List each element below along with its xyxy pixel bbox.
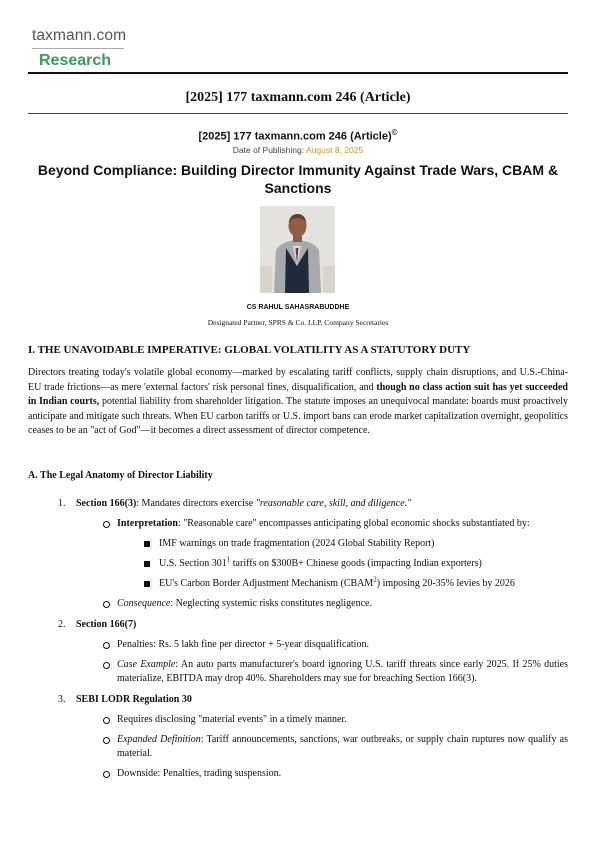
sub-item-label: Case Example	[117, 659, 176, 670]
sub-item-expanded	[28, 733, 568, 761]
copyright-mark: ©	[391, 128, 398, 137]
intro-text-1: Directors treating today's volatile global economy—marked by escalating tariff conflicts, supply chain disruptions, and U.S.-China-EU trade frictions—as mere 'external factors' risk personal fines, disqualification, and	[28, 367, 568, 393]
citation-heading: [2025] 177 taxmann.com 246 (Article)	[185, 90, 411, 105]
item-number: 3.	[58, 694, 66, 705]
bullet-item	[28, 537, 568, 551]
square-bullet-icon	[144, 581, 150, 587]
bullet-text: U.S. Section 301	[159, 558, 227, 569]
sub-item-text: Downside: Penalties, trading suspension.	[117, 768, 282, 779]
author-portrait	[260, 206, 335, 293]
intro-bold: though no class action suit has yet succeeded in Indian courts,	[28, 381, 568, 407]
list-item	[28, 618, 568, 686]
circle-bullet-icon	[103, 737, 110, 744]
brand-logo[interactable]	[32, 27, 126, 70]
sub-item-interpretation	[28, 517, 568, 531]
item-number: 1.	[58, 498, 66, 509]
sub-item-label: Expanded Definition	[117, 734, 201, 745]
publish-date	[28, 145, 568, 155]
sub-item-penalties	[28, 638, 568, 652]
circle-bullet-icon	[103, 771, 110, 778]
item-title: Section 166(7)	[76, 619, 137, 630]
liability-list	[28, 497, 568, 788]
section-heading: I. THE UNAVOIDABLE IMPERATIVE: GLOBAL VOLATILITY AS A STATUTORY DUTY	[28, 344, 471, 356]
subheading: A. The Legal Anatomy of Director Liability	[28, 470, 213, 481]
circle-bullet-icon	[103, 717, 110, 724]
citation-sub	[28, 128, 568, 143]
sub-item-downside	[28, 767, 568, 781]
sub-item-label: Interpretation	[117, 518, 178, 529]
sub-item-text: : "Reasonable care" encompasses anticipating global economic shocks substantiated by:	[177, 518, 530, 529]
bullet-item	[28, 577, 568, 591]
date-label: Date of Publishing:	[232, 145, 305, 155]
sub-item-case	[28, 658, 568, 686]
logo-divider	[32, 48, 124, 49]
square-bullet-icon	[144, 561, 150, 567]
sub-item-text: Penalties: Rs. 5 lakh fine per director + 5-year disqualification.	[117, 639, 369, 650]
brand-site: taxmann.com	[32, 27, 127, 44]
author-photo	[260, 206, 335, 293]
item-title: Section 166(3)	[76, 498, 137, 509]
footnote-ref[interactable]: 1	[226, 555, 231, 564]
brand-division: Research	[39, 52, 112, 69]
list-item	[28, 497, 568, 611]
sub-item-text: : An auto parts manufacturer's board ignoring U.S. tariff threats since early 2025. If 25% duties materialize, EBITDA may drop 40%. Shareholders may sue for breaching Section 166(3).	[117, 659, 568, 684]
bullet-text: IMF warnings on trade fragmentation (2024 Global Stability Report)	[159, 538, 435, 549]
item-title: SEBI LODR Regulation 30	[76, 694, 192, 705]
citation-rule	[28, 113, 568, 114]
item-quote: "reasonable care, skill, and diligence."	[255, 498, 412, 509]
bullet-text: tariffs on $300B+ Chinese goods (impacting Indian exporters)	[230, 558, 482, 569]
intro-text-2: potential liability from shareholder litigation. The statute imposes an unequivocal mandate: boards must proactively anticipate and mitigate such threats. When EU carbon tariffs or U.S. import bans can erode market capitalization overnight, geopolitics ceases to be an "act of God"—it becomes a direct assessment of director competence.	[28, 396, 569, 436]
bullet-item	[28, 557, 568, 571]
circle-bullet-icon	[103, 642, 110, 649]
sub-item-requirement	[28, 713, 568, 727]
circle-bullet-icon	[103, 601, 110, 608]
header-rule	[28, 72, 568, 74]
item-text: : Mandates directors exercise	[136, 498, 256, 509]
date-value: August 8, 2025	[306, 145, 364, 155]
circle-bullet-icon	[103, 662, 110, 669]
footnote-ref[interactable]: 2	[373, 575, 377, 584]
intro-paragraph	[28, 366, 568, 439]
square-bullet-icon	[144, 541, 150, 547]
sub-item-consequence	[28, 597, 568, 611]
citation-sub-text: [2025] 177 taxmann.com 246 (Article)	[198, 130, 392, 143]
sub-item-label: Consequence	[117, 598, 171, 609]
list-item	[28, 693, 568, 781]
sub-item-text: Requires disclosing "material events" in a timely manner.	[117, 714, 347, 725]
sub-item-text: : Tariff announcements, sanctions, war outbreaks, or supply chain ruptures now qualify as material.	[117, 734, 568, 759]
article-title: Beyond Compliance: Building Director Immunity Against Trade Wars, CBAM & Sanctions	[37, 162, 559, 196]
bullet-text: ) imposing 20-35% levies by 2026	[376, 578, 515, 589]
author-name: CS RAHUL SAHASRABUDDHE	[246, 304, 350, 311]
author-designation: Designated Partner, SPRS & Co. LLP, Company Secretaries	[207, 318, 389, 327]
bullet-text: EU's Carbon Border Adjustment Mechanism (CBAM	[159, 578, 374, 589]
circle-bullet-icon	[103, 521, 110, 528]
item-number: 2.	[58, 619, 66, 630]
sub-item-text: : Neglecting systemic risks constitutes negligence.	[170, 598, 372, 609]
